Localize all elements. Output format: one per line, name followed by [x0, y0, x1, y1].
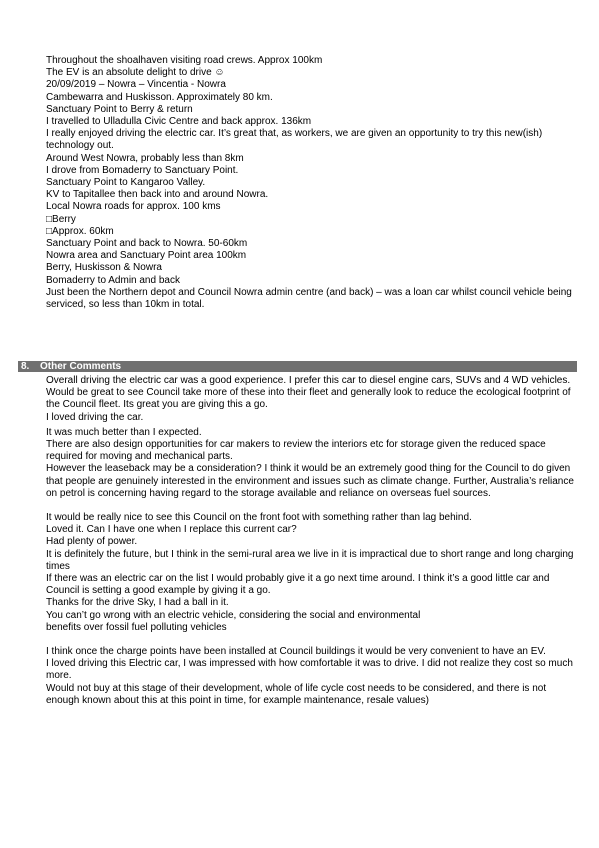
comment: However the leaseback may be a consideration? I think it would be an extremely good thing for the Council to do given that people are genuinely interested in the environment and issues such as climate change. Further, Australia’s reliance on petrol is concerning having regard to the storage available and reliance on overseas fuel sources. [46, 463, 574, 499]
comment: If there was an electric car on the list I would probably give it a go next time around. I think it’s a good little car and Council is setting a good example by giving it a go. [46, 573, 550, 597]
comment: Overall driving the electric car was a good experience. I prefer this car to diesel engine cars, SUVs and 4 WD vehicles. [46, 375, 571, 386]
comment: I think once the charge points have been installed at Council buildings it would be very convenient to have an EV. [46, 646, 546, 658]
travel-line: Sanctuary Point to Kangaroo Valley. [46, 177, 206, 189]
travel-line: The EV is an absolute delight to drive ☺ [46, 67, 225, 79]
travel-line: □Berry [46, 213, 76, 225]
section-header-other-comments [18, 361, 577, 372]
comment: It was much better than I expected. [46, 426, 202, 438]
travel-line: I travelled to Ulladulla Civic Centre and back approx. 136km [46, 116, 312, 128]
travel-line: Throughout the shoalhaven visiting road crews. Approx 100km [46, 55, 323, 66]
comment: There are also design opportunities for car makers to review the interiors etc for storage given the reduced space required for moving and mechanical parts. [46, 439, 546, 463]
comment: I loved driving this Electric car, I was impressed with how comfortable it was to drive. I did not realize they cost so much more. [46, 658, 573, 682]
travel-line: KV to Tapitallee then back into and around Nowra. [46, 189, 269, 201]
travel-log [46, 55, 576, 311]
travel-line: Nowra area and Sanctuary Point area 100km [46, 250, 247, 262]
comment: benefits over fossil fuel polluting vehicles [46, 621, 227, 633]
travel-line: Around West Nowra, probably less than 8km [46, 152, 244, 164]
travel-line: Local Nowra roads for approx. 100 kms [46, 201, 221, 213]
comment: Thanks for the drive Sky, I had a ball in it. [46, 597, 229, 609]
comment: Loved it. Can I have one when I replace this current car? [46, 524, 297, 536]
travel-line: Bomaderry to Admin and back [46, 274, 180, 286]
comment: Had plenty of power. [46, 536, 138, 548]
section-number: 8. [21, 361, 30, 372]
travel-line: Cambewarra and Huskisson. Approximately 80 km. [46, 91, 273, 103]
comments-list [46, 375, 576, 707]
comment: Would not buy at this stage of their development, whole of life cycle cost needs to be considered, and there is not enough known about this at this point in time, for example maintenance, resale values) [46, 682, 547, 706]
spacer [46, 634, 576, 646]
travel-line: Just been the Northern depot and Council Nowra admin centre (and back) – was a loan car whilst council vehicle being serviced, so less than 10km in total. [46, 286, 572, 311]
comment: It would be really nice to see this Council on the front foot with something rather than lag behind. [46, 512, 472, 524]
travel-line: □Approx. 60km [46, 225, 114, 237]
travel-line: I really enjoyed driving the electric car. It’s great that, as workers, we are given an opportunity to try this new(ish) technology out. [46, 128, 543, 152]
spacer [46, 500, 576, 512]
travel-line: I drove from Bomaderry to Sanctuary Point. [46, 164, 239, 176]
travel-line: 20/09/2019 – Nowra – Vincentia - Nowra [46, 79, 226, 91]
comment: Would be great to see Council take more of these into their fleet and generally look to reduce the ecological footprint of the Council fleet. Its great you are giving this a go. [46, 387, 571, 411]
comment: You can’t go wrong with an electric vehicle, considering the social and environmental [46, 609, 421, 621]
travel-line: Sanctuary Point and back to Nowra. 50-60km [46, 238, 248, 250]
comment: It is definitely the future, but I think in the semi-rural area we live in it is impractical due to short range and long charging times [46, 548, 574, 572]
section-title: Other Comments [40, 361, 122, 372]
travel-line: Berry, Huskisson & Nowra [46, 262, 162, 274]
travel-line: Sanctuary Point to Berry & return [46, 103, 193, 115]
comment: I loved driving the car. [46, 411, 144, 423]
